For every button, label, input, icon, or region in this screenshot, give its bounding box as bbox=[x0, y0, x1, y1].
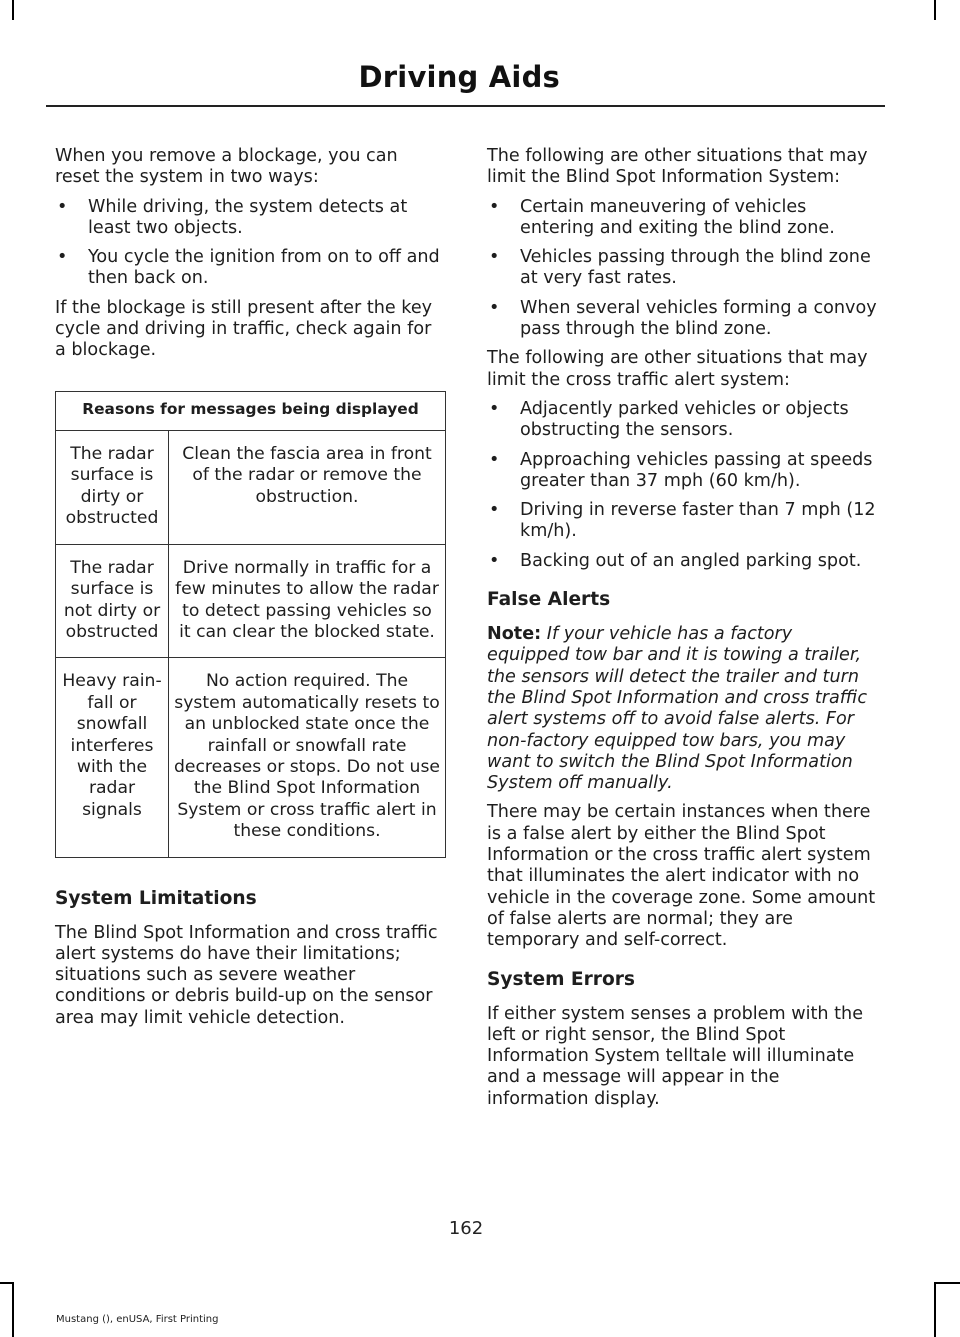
bsi-situations-list bbox=[487, 197, 880, 341]
table-row bbox=[56, 544, 446, 658]
list-item: • You cycle the ignition from on to off and then back on. bbox=[55, 247, 447, 290]
bsi-situations-intro: The following are other situations that may limit the Blind Spot Information System: bbox=[487, 146, 868, 188]
list-item: • Certain maneuvering of vehicles entering and exiting the blind zone. bbox=[487, 197, 880, 240]
reset-intro: When you remove a blockage, you can reset the system in two ways: bbox=[55, 146, 398, 188]
list-item: • Vehicles passing through the blind zone at very fast rates. bbox=[487, 247, 880, 290]
crop-mark-bottom-left-h bbox=[0, 1282, 14, 1284]
list-item: • Adjacently parked vehicles or objects obstructing the sensors. bbox=[487, 399, 880, 442]
header-rule bbox=[46, 105, 885, 107]
blockage-paragraph: If the blockage is still present after the key cycle and driving in traffic, check again for a blockage. bbox=[55, 297, 433, 361]
reset-methods-list bbox=[55, 197, 447, 290]
crop-mark-bottom-right-h bbox=[934, 1282, 960, 1284]
list-item: • While driving, the system detects at least two objects. bbox=[55, 197, 447, 240]
table-cell-condition: Heavy rain-fall or snowfall interferes with the radar signals bbox=[56, 658, 169, 857]
false-alerts-paragraph: There may be certain instances when there is a false alert by either the Blind Spot Information or the cross traffic alert system that illuminates the alert indicator with no vehicle in the coverage zone. Some amount of false alerts are normal; they are temporary and self-correct. bbox=[487, 802, 876, 951]
edition-footer: Mustang (), enUSA, First Printing bbox=[56, 1314, 219, 1325]
list-item: • Approaching vehicles passing at speeds greater than 37 mph (60 km/h). bbox=[487, 450, 880, 493]
left-column bbox=[55, 146, 447, 1037]
page-header-title: Driving Aids bbox=[358, 60, 560, 94]
note-text: If your vehicle has a factory equipped tow bar and it is towing a trailer, the sensors will detect the trailer and turn the Blind Spot Information and cross traffic alert systems off to avoid false alerts. For non-factory equipped tow bars, you may want to switch the Blind Spot Information System off manually. bbox=[487, 624, 868, 794]
section-heading-system-errors: System Errors bbox=[487, 968, 635, 990]
table-heading: Reasons for messages being displayed bbox=[56, 391, 446, 430]
system-errors-paragraph: If either system senses a problem with the left or right sensor, the Blind Spot Information System telltale will illuminate and a message will appear in the information display. bbox=[487, 1003, 864, 1109]
crop-mark-bottom-left bbox=[12, 1282, 14, 1337]
note-paragraph bbox=[487, 624, 880, 794]
crop-mark-top-right bbox=[934, 0, 936, 20]
section-heading-false-alerts: False Alerts bbox=[487, 589, 611, 611]
cta-situations-list bbox=[487, 399, 880, 572]
table-cell-condition: The radar surface is dirty or obstructed bbox=[56, 431, 169, 545]
table-cell-condition: The radar surface is not dirty or obstructed bbox=[56, 544, 169, 658]
crop-mark-bottom-right bbox=[934, 1282, 936, 1337]
table-cell-action: No action required. The system automatically resets to an unblocked state once the rainfall or snowfall rate decreases or stops. Do not use the Blind Spot Information System or cross traffic alert in these conditions. bbox=[169, 658, 446, 857]
crop-mark-top-left bbox=[12, 0, 14, 20]
note-label: Note: bbox=[487, 624, 542, 645]
page-number: 162 bbox=[448, 1218, 484, 1239]
right-column bbox=[487, 146, 880, 1118]
list-item: • Backing out of an angled parking spot. bbox=[487, 551, 880, 572]
list-item: • Driving in reverse faster than 7 mph (12 km/h). bbox=[487, 500, 880, 543]
messages-table bbox=[55, 391, 446, 858]
table-cell-action: Clean the fascia area in front of the radar or remove the obstruction. bbox=[169, 431, 446, 545]
limitations-paragraph: The Blind Spot Information and cross traffic alert systems do have their limitations; situations such as severe weather conditions or debris build-up on the sensor area may limit vehicle detection. bbox=[55, 922, 438, 1028]
list-item: • When several vehicles forming a convoy pass through the blind zone. bbox=[487, 298, 880, 341]
section-heading-limitations: System Limitations bbox=[55, 887, 257, 909]
cta-situations-intro: The following are other situations that may limit the cross traffic alert system: bbox=[487, 348, 868, 390]
table-row bbox=[56, 658, 446, 857]
table-row bbox=[56, 431, 446, 545]
table-cell-action: Drive normally in traffic for a few minutes to allow the radar to detect passing vehicles so it can clear the blocked state. bbox=[169, 544, 446, 658]
